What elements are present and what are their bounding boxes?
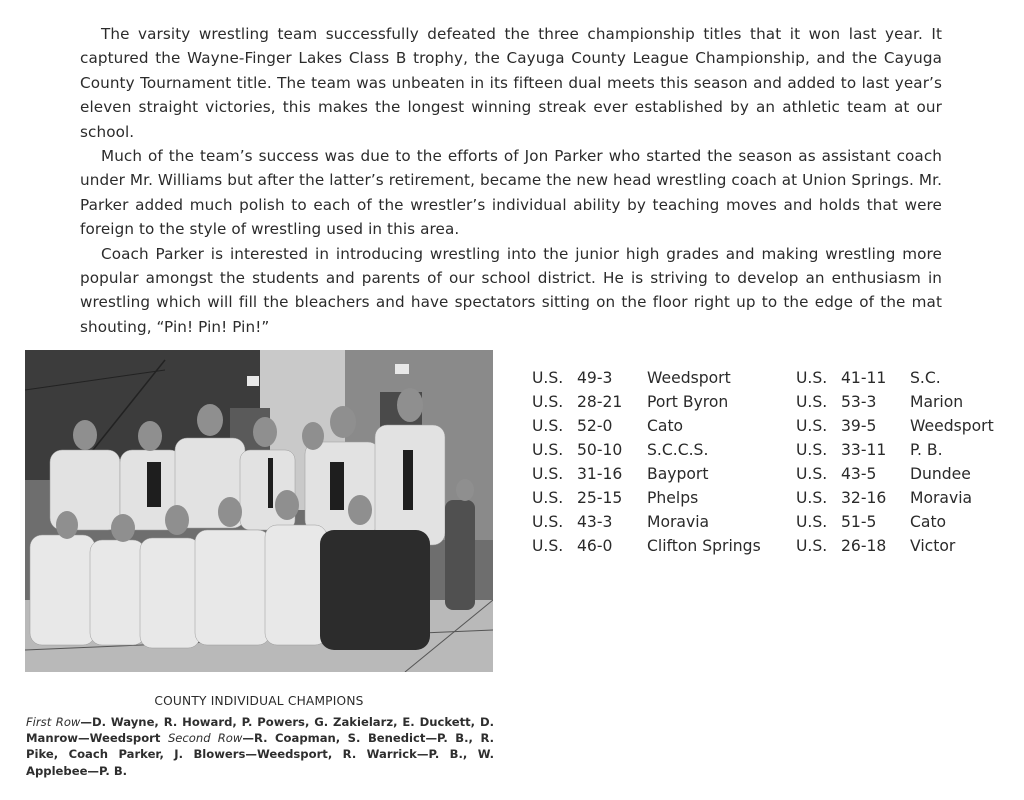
result-opponent: Moravia	[647, 513, 710, 531]
result-opponent: Victor	[910, 537, 956, 555]
result-score: 46-0	[577, 537, 613, 555]
result-opponent: Weedsport	[910, 417, 994, 435]
caption-first-row-names: —D. Wayne, R. Howard, P. Powers, G. Zakielarz, E. Duckett, D. Manrow—Weedsport	[26, 715, 494, 746]
result-team: U.S.	[532, 537, 564, 555]
result-row	[796, 510, 994, 534]
result-team: U.S.	[796, 369, 828, 387]
result-row	[796, 462, 994, 486]
result-score: 52-0	[577, 417, 613, 435]
result-score: 51-5	[841, 513, 877, 531]
caption-body	[26, 714, 494, 779]
result-team: U.S.	[532, 393, 564, 411]
result-opponent: Port Byron	[647, 393, 729, 411]
team-photo-illustration	[25, 350, 493, 672]
article-paragraph: The varsity wrestling team successfully defeated the three championship titles that it won last year. It captured the Wayne-Finger Lakes Class B trophy, the Cayuga County League Championship, and the Cayuga County Tournament title. The team was unbeaten in its fifteen dual meets this season and added to last year’s eleven straight victories, this makes the longest winning streak ever established by an athletic team at our school.	[80, 25, 942, 141]
team-photo	[25, 350, 493, 672]
results-column-2	[796, 366, 994, 558]
result-opponent: Bayport	[647, 465, 709, 483]
result-opponent: Moravia	[910, 489, 973, 507]
caption-second-row-label: Second Row	[167, 731, 243, 746]
result-row	[796, 486, 994, 510]
result-team: U.S.	[532, 513, 564, 531]
result-opponent: Cato	[647, 417, 684, 435]
result-score: 43-3	[577, 513, 613, 531]
result-row	[532, 390, 761, 414]
result-team: U.S.	[796, 537, 828, 555]
results-column-1	[532, 366, 761, 558]
result-team: U.S.	[796, 513, 828, 531]
result-row	[532, 414, 761, 438]
result-team: U.S.	[796, 489, 828, 507]
caption-first-row-label: First Row	[26, 715, 81, 729]
result-opponent: P. B.	[910, 441, 943, 459]
result-score: 31-16	[577, 465, 623, 483]
article-paragraph: Much of the team’s success was due to the efforts of Jon Parker who started the season as assistant coach under Mr. Williams but after the latter’s retirement, became the new head wrestling coach at Union Springs. Mr. Parker added much polish to each of the wrestler’s individual ability by teaching moves and holds that were foreign to the style of wrestling used in this area.	[80, 147, 942, 239]
result-team: U.S.	[532, 417, 564, 435]
result-team: U.S.	[532, 441, 564, 459]
caption-title: COUNTY INDIVIDUAL CHAMPIONS	[154, 694, 364, 708]
caption-second-row-names: —R. Coapman, S. Benedict—P. B., R. Pike, Coach Parker, J. Blowers—Weedsport, R. Warrick—P. B., W. Applebee—P. B.	[26, 731, 494, 778]
result-opponent: Phelps	[647, 489, 699, 507]
result-team: U.S.	[796, 465, 828, 483]
result-row	[532, 510, 761, 534]
result-score: 50-10	[577, 441, 623, 459]
result-score: 28-21	[577, 393, 623, 411]
result-row	[532, 366, 761, 390]
result-score: 26-18	[841, 537, 887, 555]
result-row	[796, 414, 994, 438]
result-score: 33-11	[841, 441, 887, 459]
result-row	[532, 534, 761, 558]
result-team: U.S.	[532, 465, 564, 483]
result-team: U.S.	[532, 369, 564, 387]
result-row	[796, 438, 994, 462]
result-score: 41-11	[841, 369, 887, 387]
result-score: 53-3	[841, 393, 877, 411]
result-team: U.S.	[796, 417, 828, 435]
result-opponent: Dundee	[910, 465, 971, 483]
result-score: 43-5	[841, 465, 877, 483]
result-team: U.S.	[796, 441, 828, 459]
result-opponent: Cato	[910, 513, 947, 531]
article-paragraph: Coach Parker is interested in introducing wrestling into the junior high grades and making wrestling more popular amongst the students and parents of our school district. He is striving to develop an enthusiasm in wrestling which will fill the bleachers and have spectators sitting on the floor right up to the edge of the mat shouting, “Pin! Pin! Pin!”	[80, 244, 942, 336]
result-opponent: S.C.C.S.	[647, 441, 709, 459]
result-team: U.S.	[532, 489, 564, 507]
result-row	[532, 462, 761, 486]
result-opponent: Clifton Springs	[647, 537, 761, 555]
result-score: 32-16	[841, 489, 887, 507]
result-opponent: Weedsport	[647, 369, 731, 387]
article-body	[80, 22, 942, 339]
result-score: 49-3	[577, 369, 613, 387]
result-opponent: Marion	[910, 393, 964, 411]
result-row	[532, 486, 761, 510]
result-opponent: S.C.	[910, 369, 941, 387]
result-row	[796, 390, 994, 414]
result-score: 25-15	[577, 489, 623, 507]
result-score: 39-5	[841, 417, 877, 435]
result-row	[796, 366, 994, 390]
result-row	[532, 438, 761, 462]
result-row	[796, 534, 994, 558]
result-team: U.S.	[796, 393, 828, 411]
